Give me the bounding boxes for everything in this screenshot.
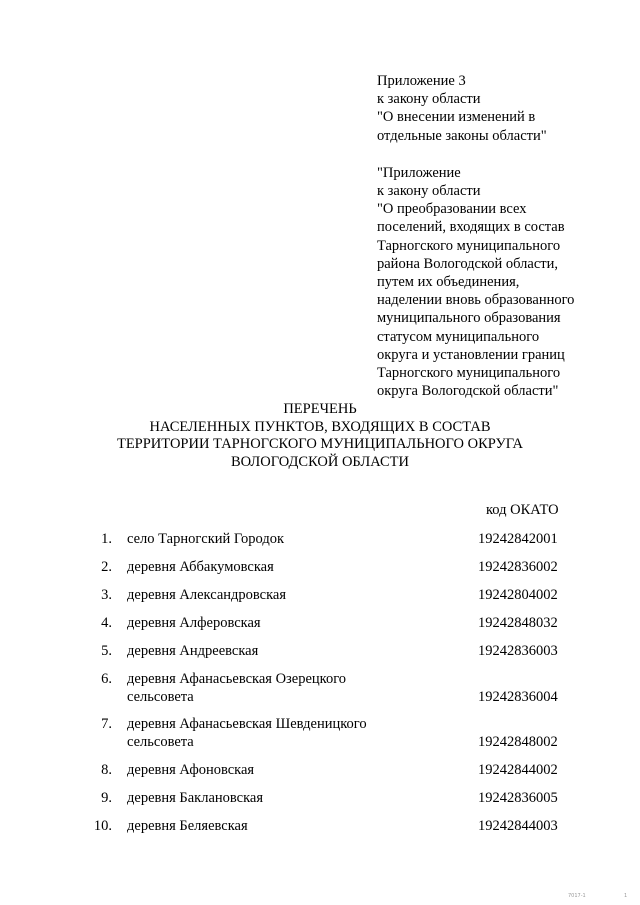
title-line: ВОЛОГОДСКОЙ ОБЛАСТИ bbox=[231, 453, 409, 470]
settlement-name bbox=[127, 790, 427, 808]
settlement-name-line: деревня Баклановская bbox=[127, 790, 264, 806]
okato-code: 19242844003 bbox=[478, 818, 558, 834]
row-number: 4. bbox=[101, 615, 112, 631]
settlement-name-line: деревня Афанасьевская Озерецкого bbox=[127, 671, 347, 687]
appendix-line: "О внесении изменений в bbox=[377, 109, 536, 126]
row-number: 9. bbox=[101, 790, 112, 806]
row-number: 5. bbox=[101, 643, 112, 659]
row-number: 7. bbox=[101, 716, 112, 732]
quoted-appendix-line: района Вологодской области, bbox=[377, 255, 559, 272]
settlement-name bbox=[127, 615, 427, 633]
okato-code: 19242836003 bbox=[478, 643, 558, 659]
settlement-name bbox=[127, 818, 427, 836]
quoted-appendix-line: "О преобразовании всех bbox=[377, 201, 527, 218]
quoted-appendix-line: наделении вновь образованного bbox=[377, 292, 575, 309]
okato-code: 19242844002 bbox=[478, 762, 558, 778]
document-title bbox=[0, 401, 640, 471]
settlement-name bbox=[127, 559, 427, 577]
settlement-name bbox=[127, 671, 427, 706]
okato-code: 19242836002 bbox=[478, 559, 558, 575]
okato-code: 19242836004 bbox=[478, 688, 558, 705]
row-number: 3. bbox=[101, 587, 112, 603]
okato-code: 19242848002 bbox=[478, 733, 558, 750]
quoted-appendix-line: муниципального образования bbox=[377, 310, 561, 327]
settlement-name-line: село Тарногский Городок bbox=[127, 531, 285, 547]
okato-code: 19242804002 bbox=[478, 587, 558, 603]
quoted-appendix-line: поселений, входящих в состав bbox=[377, 219, 565, 236]
quoted-appendix-line: путем их объединения, bbox=[377, 274, 520, 291]
settlement-name bbox=[127, 643, 427, 661]
row-number: 1. bbox=[101, 531, 112, 547]
settlement-name-line: сельсовета bbox=[127, 688, 194, 705]
settlement-name-line: деревня Беляевская bbox=[127, 818, 248, 834]
quoted-appendix-line: округа Вологодской области" bbox=[377, 383, 559, 400]
footer-document-mark: 7017-1 bbox=[568, 893, 586, 899]
title-line: ТЕРРИТОРИИ ТАРНОГСКОГО МУНИЦИПАЛЬНОГО ОКРУГА bbox=[116, 436, 524, 452]
row-number: 8. bbox=[101, 762, 112, 778]
row-number: 10. bbox=[93, 818, 112, 834]
appendix-spacer bbox=[377, 145, 627, 164]
settlement-name bbox=[127, 531, 427, 549]
settlement-name bbox=[127, 587, 427, 605]
settlement-name bbox=[127, 716, 427, 751]
quoted-appendix-line: округа и установлении границ bbox=[377, 346, 565, 363]
okato-code: 19242842001 bbox=[478, 531, 558, 547]
settlement-name-line: деревня Афоновская bbox=[127, 762, 255, 778]
quoted-appendix-line: Тарногского муниципального bbox=[377, 237, 561, 254]
okato-code: 19242836005 bbox=[478, 790, 558, 806]
quoted-appendix-line: "Приложение bbox=[377, 164, 461, 181]
appendix-line: отдельные законы области" bbox=[377, 127, 547, 144]
okato-code: 19242848032 bbox=[478, 615, 558, 631]
settlement-name-line: деревня Александровская bbox=[127, 587, 287, 603]
settlement-name-line: деревня Андреевская bbox=[127, 643, 259, 659]
appendix-header bbox=[377, 72, 627, 400]
quoted-appendix-line: Тарногского муниципального bbox=[377, 365, 561, 382]
settlement-name-line: сельсовета bbox=[127, 733, 194, 750]
row-number: 6. bbox=[101, 671, 112, 687]
quoted-appendix-line: статусом муниципального bbox=[377, 328, 540, 345]
appendix-line: Приложение 3 bbox=[377, 73, 466, 89]
settlement-name-line: деревня Аббакумовская bbox=[127, 559, 274, 575]
okato-column-header: код ОКАТО bbox=[486, 502, 559, 518]
title-line: НАСЕЛЕННЫХ ПУНКТОВ, ВХОДЯЩИХ В СОСТАВ bbox=[149, 418, 491, 435]
appendix-line: к закону области bbox=[377, 91, 481, 108]
title-line: ПЕРЕЧЕНЬ bbox=[283, 401, 357, 417]
settlement-name-line: деревня Алферовская bbox=[127, 615, 261, 631]
row-number: 2. bbox=[101, 559, 112, 575]
quoted-appendix-line: к закону области bbox=[377, 183, 481, 200]
footer-page-mark: 1 bbox=[624, 893, 628, 899]
settlement-name bbox=[127, 762, 427, 780]
settlement-name-line: деревня Афанасьевская Шевденицкого bbox=[127, 716, 367, 732]
